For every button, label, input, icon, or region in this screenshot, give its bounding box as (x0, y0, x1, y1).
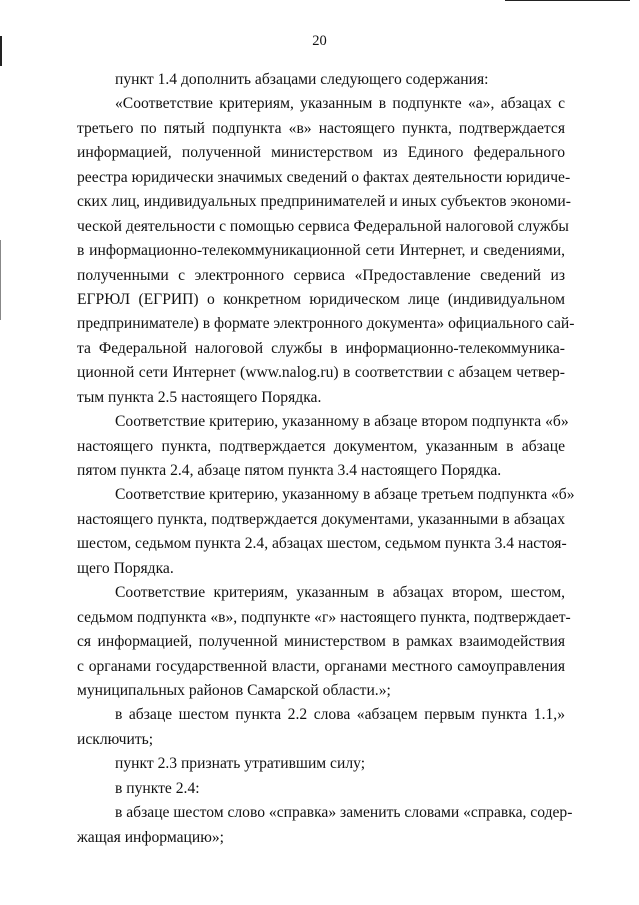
scan-artifact-left-edge (0, 240, 1, 320)
text-line: реестра юридически значимых сведений о фактах деятельности юридиче- (77, 168, 571, 186)
text-line: информацией, полученной министерством из Единого федерального (77, 144, 565, 162)
text-line: Соответствие критерию, указанному в абзаце втором подпункта «б» (115, 413, 569, 431)
text-line: в абзаце шестом слово «справка» заменить словами «справка, содер- (115, 804, 573, 822)
text-line: настоящего пункта, подтверждается документом, указанным в абзаце (77, 437, 565, 455)
paragraph (77, 703, 565, 752)
text-line: Соответствие критерию, указанному в абзаце третьем подпункта «б» (115, 486, 575, 504)
text-line: полученными с электронного сервиса «Предоставление сведений из (77, 266, 565, 284)
text-line: щего Порядка. (77, 559, 174, 577)
text-line: пятом пункта 2.4, абзаце пятом пункта 3.4 настоящего Порядка. (77, 462, 502, 479)
text-line: ЕГРЮЛ (ЕГРИП) о конкретном юридическом лице (индивидуальном (77, 290, 565, 308)
text-line: пункт 1.4 дополнить абзацами следующего содержания: (115, 71, 489, 88)
text-line: в информационно-телекоммуникационной сети Интернет, и сведениями, (77, 242, 565, 260)
paragraph (77, 801, 573, 850)
text-line: ческой деятельности с помощью сервиса Федеральной налоговой службы (77, 217, 569, 235)
text-line: пункт 2.3 признать утратившим силу; (115, 755, 366, 773)
text-line: третьего по пятый подпункта «в» настоящего пункта, подтверждается (77, 119, 565, 137)
page-number: 20 (312, 33, 327, 49)
text-line: муниципальных районов Самарской области.»; (77, 681, 391, 699)
paragraph (77, 410, 569, 483)
text-line: предпринимателе) в формате электронного документа» официального сай- (77, 315, 575, 333)
text-line: ся информацией, полученной министерством в рамках взаимодействия (77, 633, 565, 651)
text-line: та Федеральной налоговой службы в информационно-телекоммуника- (77, 339, 565, 357)
text-line: исключить; (77, 730, 154, 748)
text-line: ских лиц, индивидуальных предпринимателей и иных субъектов экономи- (77, 193, 571, 211)
paragraph (77, 777, 565, 801)
text-line: шестом, седьмом пункта 2.4, абзацах шестом, седьмом пункта 3.4 настоя- (77, 535, 567, 553)
paragraph (77, 483, 575, 581)
text-line: в пункте 2.4: (115, 779, 200, 797)
text-line: в абзаце шестом пункта 2.2 слова «абзацем первым пункта 1.1,» (115, 706, 565, 724)
scan-artifact-top-right (505, 0, 630, 1)
document-body (77, 68, 575, 850)
text-line: жащая информацию»; (77, 828, 224, 846)
text-line: ционной сети Интернет (www.nalog.ru) в соответствии с абзацем четвер- (77, 364, 565, 382)
text-line: Соответствие критериям, указанным в абзацах втором, шестом, (115, 584, 565, 602)
paragraph (77, 581, 571, 703)
text-line: «Соответствие критериям, указанным в подпункте «а», абзацах с (115, 95, 565, 113)
paragraph (77, 752, 565, 776)
text-line: настоящего пункта, подтверждается документами, указанными в абзацах (77, 510, 565, 528)
text-line: тым пункта 2.5 настоящего Порядка. (77, 388, 322, 406)
text-line: с органами государственной власти, органами местного самоуправления (77, 657, 565, 675)
paragraph (77, 68, 565, 92)
paragraph (77, 92, 575, 410)
text-line: седьмом подпункта «в», подпункте «г» настоящего пункта, подтверждает- (77, 608, 571, 626)
